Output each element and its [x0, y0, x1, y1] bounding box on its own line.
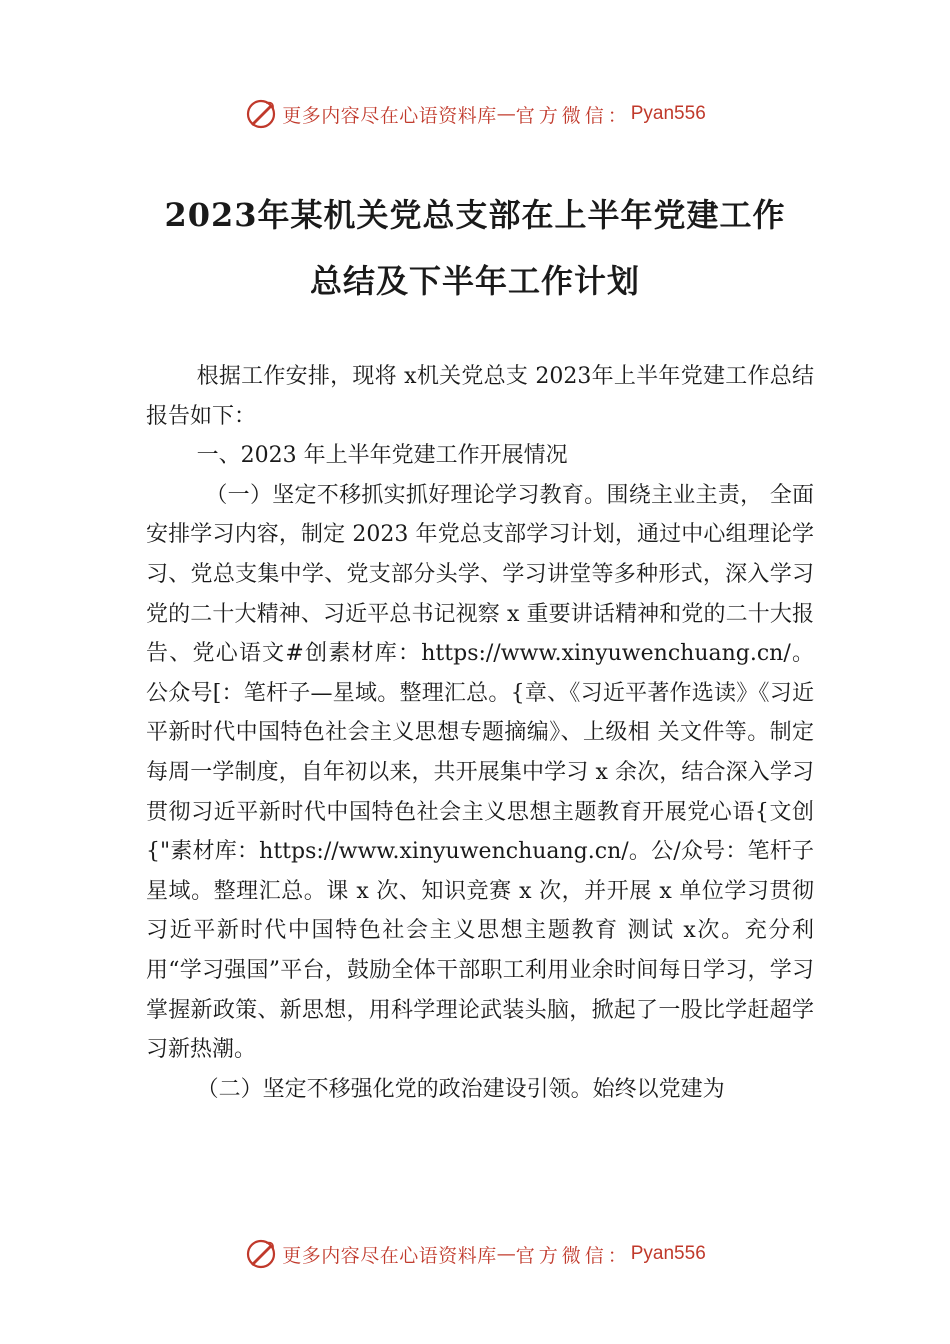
pen-logo-icon — [244, 97, 278, 131]
banner-wechat-label: 官方微信： — [515, 1244, 631, 1267]
title-line-1: 2023年某机关党总支部在上半年党建工作 — [164, 196, 786, 234]
banner-account: Pyan556 — [630, 103, 706, 124]
banner-account: Pyan556 — [630, 1243, 706, 1264]
pen-logo-icon — [244, 1237, 278, 1271]
paragraph-intro: 根据工作安排，现将 x机关党总支 2023年上半年党建工作总结报告如下： — [146, 364, 814, 429]
document-body — [146, 357, 814, 1109]
banner-dash: — — [496, 103, 516, 125]
section-heading-1: 一、2023 年上半年党建工作开展情况 — [196, 443, 568, 469]
paragraph-study: （一）坚定不移抓实抓好理论学习教育。围绕主业主责， 全面安排学习内容，制定 2023 年党总支部学习计划，通过中心组理论学习、党总支集中学、党支部分头学、学习讲堂等多种形式，深入学习党的二十大精神、习近平总书记视察 x 重要讲话精神和党的二十大报告、党心语文#创素材库：https://www.xinyuwenchuang.cn/。公众号[：笔杆子—星域。整理汇总。{章、《习近平著作选读》《习近平新时代中国特色社会主义思想专题摘编》、上级相 关文件等。制定每周一学制度，自年初以来，共开展集中学习 x 余次，结合深入学习贯彻习近平新时代中国特色社会主义思想主题教育开展党心语{文创{"素材库：https://www.xinyuwenchuang.cn/。公/众号：笔杆子星域。整理汇总。课 x 次、知识竞赛 x 次，并开展 x 单位学习贯彻习近平新时代中国特色社会主义思想主题教育 测试 x次。充分利用“学习强国”平台，鼓励全体干部职工利用业余时间每日学习，学习掌握新政策、新思想，用科学理论武装头脑，掀起了一股比学赶超学习新热潮。 — [146, 482, 814, 1063]
banner-dash: — — [496, 1243, 516, 1265]
banner-brand-text: 更多内容尽在心语资料库 — [282, 1244, 497, 1267]
title-line-2: 总结及下半年工作计划 — [309, 262, 640, 300]
watermark-banner-bottom — [0, 1236, 950, 1272]
watermark-banner-top — [0, 96, 950, 132]
banner-wechat-label: 官方微信： — [515, 104, 631, 127]
document-title — [100, 182, 850, 314]
paragraph-political: （二）坚定不移强化党的政治建设引领。始终以党建为 — [196, 1076, 725, 1102]
banner-brand-text: 更多内容尽在心语资料库 — [282, 104, 497, 127]
